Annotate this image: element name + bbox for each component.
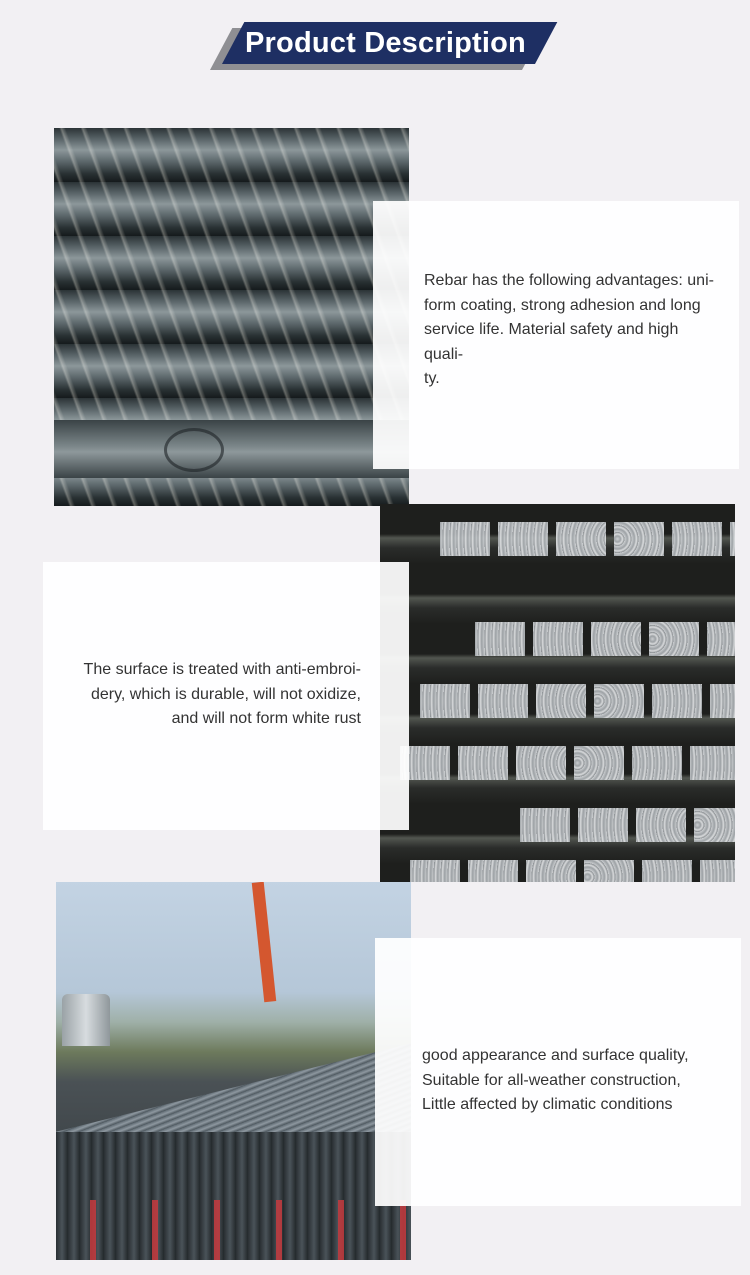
bundle-row (440, 522, 735, 556)
bundle-row (420, 684, 735, 718)
description-card-2 (43, 562, 409, 830)
page-title: Product Description (245, 27, 526, 59)
bundle-row (520, 808, 735, 842)
section-banner (210, 22, 535, 70)
ribbed-rebar-closeup-image (54, 128, 409, 506)
rebar-storage-yard-image (56, 882, 411, 1260)
description-text-2: The surface is treated with anti-embroi- dery, which is durable, will not oxidize, and will not form white rust (83, 661, 361, 727)
rebar-bundle-ends-image (380, 504, 735, 882)
bundle-row (400, 746, 735, 780)
bundle-row (475, 622, 735, 656)
crane-shape (252, 882, 276, 1002)
description-text-1: Rebar has the following advantages: uni- form coating, strong adhesion and long service life. Material safety and high quali- ty. (424, 272, 714, 387)
description-card-1 (373, 201, 739, 469)
rebar-marking-bar (54, 420, 409, 478)
bundle-row (410, 860, 735, 882)
silo-shape (62, 994, 110, 1046)
description-card-3 (375, 938, 741, 1206)
red-tags-shape (56, 1200, 411, 1260)
description-text-3: good appearance and surface quality, Suitable for all-weather construction, Little affected by climatic conditions (422, 1047, 689, 1113)
rebar-logo-stamp (164, 428, 224, 472)
